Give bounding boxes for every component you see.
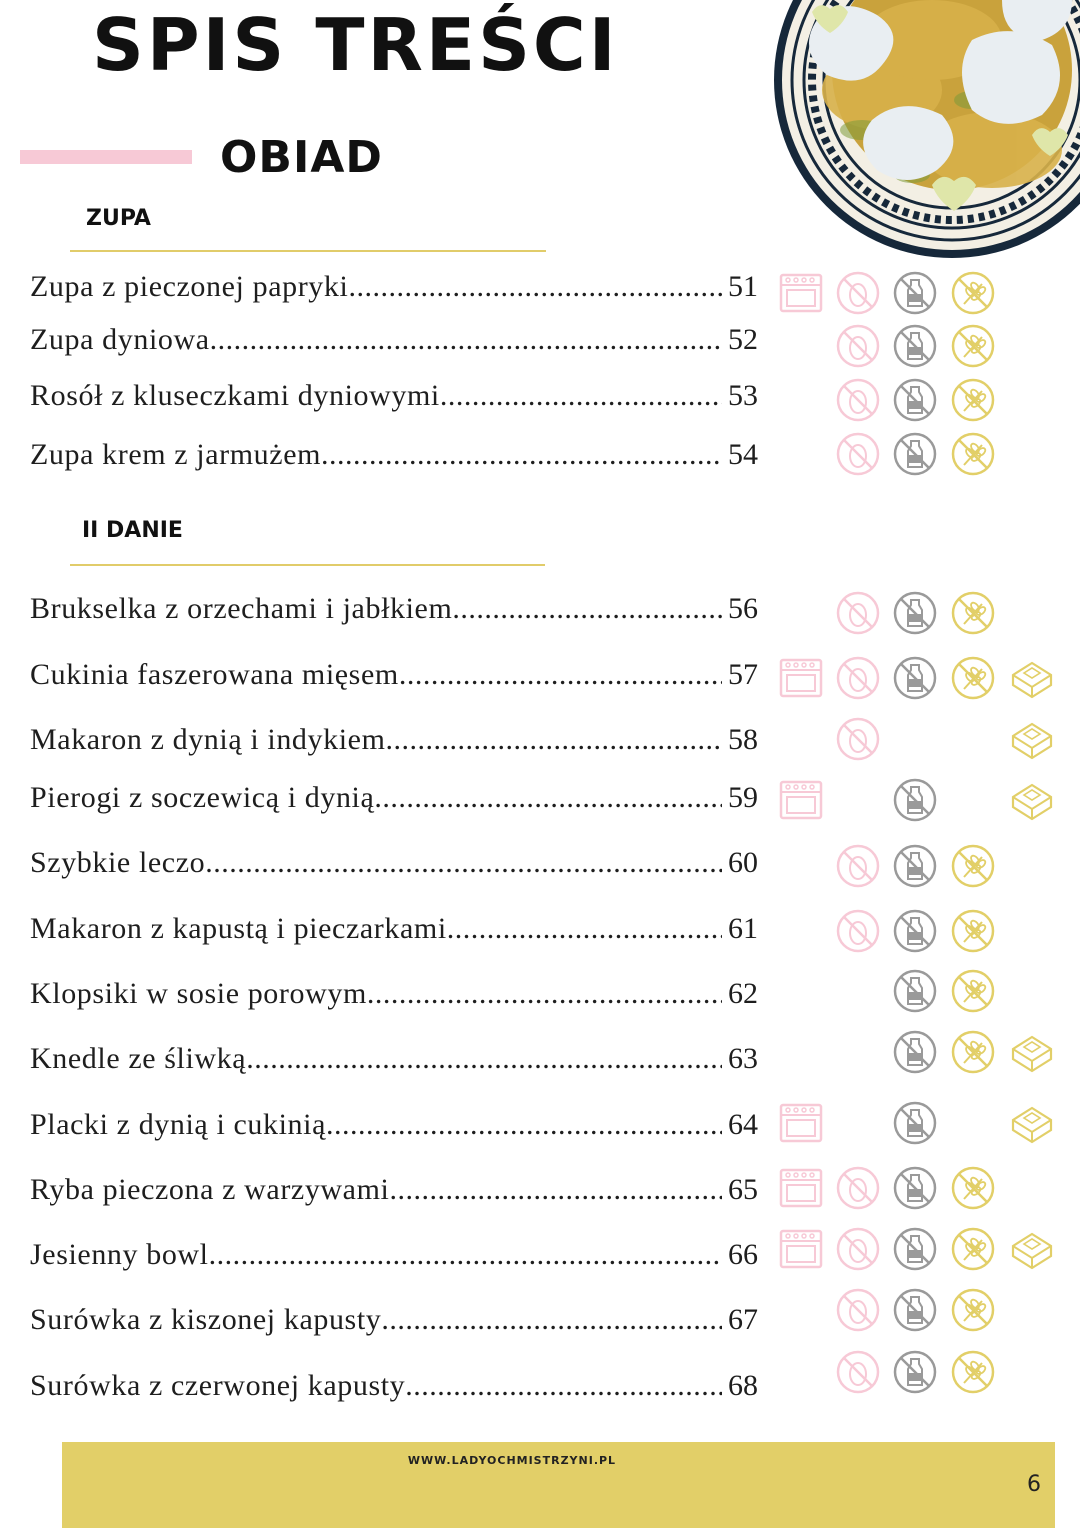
no-milk-icon <box>892 431 938 477</box>
no-milk-icon <box>892 655 938 701</box>
entry-page: 60 <box>728 846 758 879</box>
no-gluten-icon <box>950 968 996 1014</box>
no-gluten-icon <box>950 1287 996 1333</box>
no-gluten-icon <box>950 908 996 954</box>
group-heading-zupa: ZUPA <box>86 206 151 231</box>
entry-title: Makaron z kapustą i pieczarkami <box>30 912 447 945</box>
entry-page: 53 <box>728 379 758 412</box>
dot-leader <box>399 658 722 692</box>
no-gluten-icon <box>950 377 996 423</box>
dot-leader <box>447 912 722 946</box>
entry-title: Zupa dyniowa <box>30 323 210 356</box>
lunchbox-icon <box>1009 777 1055 823</box>
lunchbox-icon <box>1009 1029 1055 1075</box>
no-milk-icon <box>892 1165 938 1211</box>
dot-leader <box>386 723 722 757</box>
dot-leader <box>374 781 722 815</box>
entry-title: Rosół z kluseczkami dyniowymi <box>30 379 440 412</box>
oven-icon <box>778 270 824 316</box>
no-egg-icon <box>835 843 881 889</box>
toc-entry[interactable] <box>30 379 758 419</box>
accent-bar <box>20 150 192 164</box>
no-gluten-icon <box>950 1029 996 1075</box>
website-url[interactable]: WWW.LADYOCHMISTRZYNI.PL <box>407 1454 617 1467</box>
no-gluten-icon <box>950 1349 996 1395</box>
oven-icon <box>778 1165 824 1211</box>
no-milk-icon <box>892 1349 938 1395</box>
no-egg-icon <box>835 1287 881 1333</box>
toc-entry[interactable] <box>30 781 758 821</box>
dot-leader <box>348 270 722 304</box>
dot-leader <box>246 1042 722 1076</box>
group-underline <box>70 250 546 252</box>
entry-title: Cukinia faszerowana mięsem <box>30 658 399 691</box>
no-egg-icon <box>835 377 881 423</box>
no-milk-icon <box>892 968 938 1014</box>
entry-title: Zupa z pieczonej papryki <box>30 270 349 303</box>
no-gluten-icon <box>950 1226 996 1272</box>
no-egg-icon <box>835 431 881 477</box>
toc-entry[interactable] <box>30 438 758 478</box>
entry-page: 54 <box>728 438 758 471</box>
toc-entry[interactable] <box>30 1303 758 1343</box>
dot-leader <box>440 379 722 413</box>
no-milk-icon <box>892 270 938 316</box>
no-milk-icon <box>892 843 938 889</box>
entry-title: Jesienny bowl <box>30 1238 209 1271</box>
no-egg-icon <box>835 270 881 316</box>
toc-entry[interactable] <box>30 912 758 952</box>
dot-leader <box>389 1173 722 1207</box>
entry-title: Ryba pieczona z warzywami <box>30 1173 390 1206</box>
entry-title: Szybkie leczo <box>30 846 206 879</box>
no-egg-icon <box>835 655 881 701</box>
no-egg-icon <box>835 323 881 369</box>
lunchbox-icon <box>1009 716 1055 762</box>
entry-page: 63 <box>728 1042 758 1075</box>
no-egg-icon <box>835 1165 881 1211</box>
no-milk-icon <box>892 1100 938 1146</box>
toc-entry[interactable] <box>30 723 758 763</box>
entry-title: Klopsiki w sosie porowym <box>30 977 367 1010</box>
entry-title: Pierogi z soczewicą i dynią <box>30 781 375 814</box>
toc-entry[interactable] <box>30 658 758 698</box>
lunchbox-icon <box>1009 1100 1055 1146</box>
no-gluten-icon <box>950 590 996 636</box>
page-number: 6 <box>1027 1472 1041 1497</box>
entry-title: Makaron z dynią i indykiem <box>30 723 386 756</box>
no-gluten-icon <box>950 323 996 369</box>
no-egg-icon <box>835 590 881 636</box>
entry-title: Surówka z kiszonej kapusty <box>30 1303 382 1336</box>
dish-photo <box>722 0 1080 258</box>
entry-page: 57 <box>728 658 758 691</box>
entry-page: 64 <box>728 1108 758 1141</box>
entry-title: Knedle ze śliwką <box>30 1042 247 1075</box>
dot-leader <box>405 1369 722 1403</box>
dot-leader <box>381 1303 722 1337</box>
page-title: SPIS TREŚCI <box>92 3 619 87</box>
no-milk-icon <box>892 377 938 423</box>
no-egg-icon <box>835 716 881 762</box>
no-milk-icon <box>892 1226 938 1272</box>
toc-entry[interactable] <box>30 592 758 632</box>
entry-page: 59 <box>728 781 758 814</box>
no-gluten-icon <box>950 431 996 477</box>
entry-page: 58 <box>728 723 758 756</box>
oven-icon <box>778 1100 824 1146</box>
no-gluten-icon <box>950 1165 996 1211</box>
dot-leader <box>205 846 722 880</box>
entry-title: Brukselka z orzechami i jabłkiem <box>30 592 453 625</box>
entry-title: Surówka z czerwonej kapusty <box>30 1369 406 1402</box>
no-gluten-icon <box>950 843 996 889</box>
no-egg-icon <box>835 908 881 954</box>
entry-page: 68 <box>728 1369 758 1402</box>
toc-entry[interactable] <box>30 1238 758 1278</box>
toc-entry[interactable] <box>30 1042 758 1082</box>
section-heading: OBIAD <box>220 132 383 183</box>
entry-page: 56 <box>728 592 758 625</box>
no-milk-icon <box>892 590 938 636</box>
lunchbox-icon <box>1009 1226 1055 1272</box>
no-milk-icon <box>892 1029 938 1075</box>
dot-leader <box>452 592 722 626</box>
toc-entry[interactable] <box>30 846 758 886</box>
dot-leader <box>321 438 722 472</box>
no-milk-icon <box>892 908 938 954</box>
entry-page: 62 <box>728 977 758 1010</box>
toc-entry[interactable] <box>30 1108 758 1148</box>
oven-icon <box>778 1226 824 1272</box>
dot-leader <box>210 323 722 357</box>
entry-page: 67 <box>728 1303 758 1336</box>
no-gluten-icon <box>950 270 996 316</box>
no-milk-icon <box>892 1287 938 1333</box>
oven-icon <box>778 655 824 701</box>
lunchbox-icon <box>1009 655 1055 701</box>
entry-page: 61 <box>728 912 758 945</box>
no-egg-icon <box>835 1349 881 1395</box>
no-milk-icon <box>892 323 938 369</box>
dot-leader <box>326 1108 722 1142</box>
toc-entry[interactable] <box>30 977 758 1017</box>
oven-icon <box>778 777 824 823</box>
no-milk-icon <box>892 777 938 823</box>
toc-entry[interactable] <box>30 1173 758 1213</box>
entry-title: Placki z dynią i cukinią <box>30 1108 326 1141</box>
group-heading-ii-danie: II DANIE <box>82 518 183 543</box>
toc-entry[interactable] <box>30 1369 758 1409</box>
entry-page: 66 <box>728 1238 758 1271</box>
toc-entry[interactable] <box>30 323 758 363</box>
entry-page: 51 <box>728 270 758 303</box>
dot-leader <box>367 977 722 1011</box>
footer-bar <box>62 1442 1055 1528</box>
entry-page: 52 <box>728 323 758 356</box>
entry-title: Zupa krem z jarmużem <box>30 438 322 471</box>
entry-page: 65 <box>728 1173 758 1206</box>
no-gluten-icon <box>950 655 996 701</box>
dot-leader <box>209 1238 722 1272</box>
toc-entry[interactable] <box>30 270 758 310</box>
no-egg-icon <box>835 1226 881 1272</box>
group-underline <box>70 564 545 566</box>
